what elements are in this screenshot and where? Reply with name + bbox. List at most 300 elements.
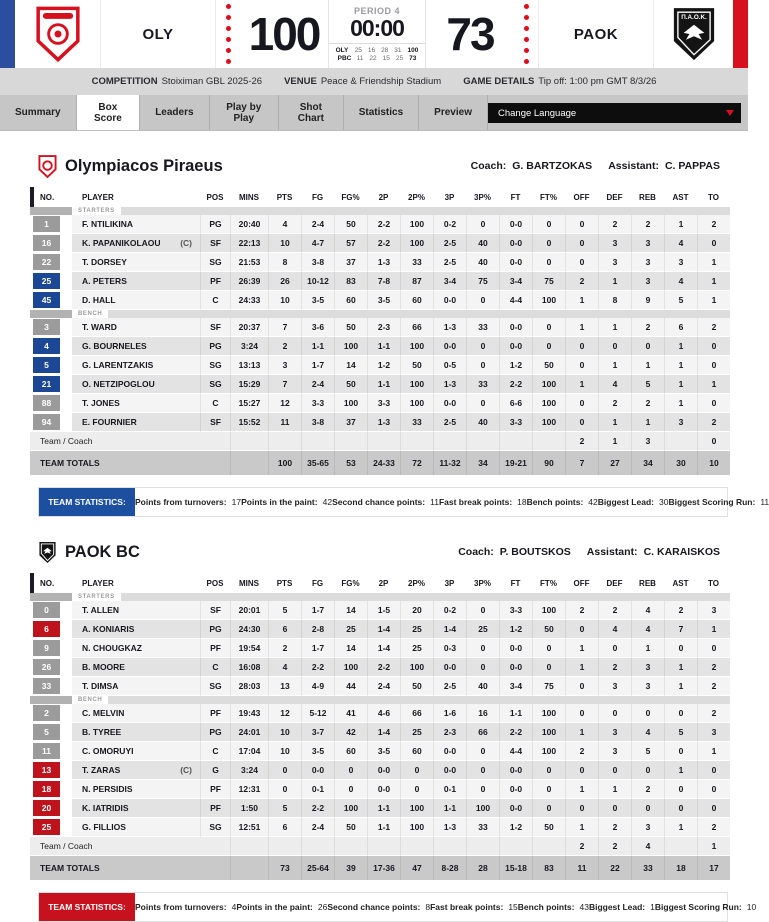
- stat-cell: PG: [200, 723, 230, 742]
- stat-cell: 25: [334, 620, 367, 639]
- home-team-section: [0, 153, 769, 517]
- player-number: 1: [33, 216, 60, 232]
- player-row: [30, 337, 730, 356]
- stat-cell: 0: [697, 356, 730, 375]
- home-team-header: [38, 153, 730, 179]
- away-assistant-name: C. KARAISKOS: [643, 546, 720, 558]
- stat-cell: [664, 432, 697, 451]
- paok-small-logo-icon: [38, 541, 57, 564]
- player-number: 45: [33, 292, 60, 308]
- stat-cell: 1-4: [367, 723, 400, 742]
- game-info-item: [284, 76, 441, 87]
- column-header: 3P%: [474, 192, 491, 202]
- home-team-statistics: [135, 497, 769, 507]
- stat-cell: 0: [697, 799, 730, 818]
- stat-cell: 3-3: [301, 394, 334, 413]
- stat-cell: 3-8: [301, 253, 334, 272]
- total-cell: 34: [466, 451, 499, 475]
- stat-cell: 75: [466, 272, 499, 291]
- stat-cell: 2-3: [433, 723, 466, 742]
- stat-cell: 1: [697, 742, 730, 761]
- stat-cell: 1: [697, 620, 730, 639]
- stat-cell: 20:40: [230, 215, 268, 234]
- column-header: MINS: [239, 192, 259, 202]
- stat-cell: 0: [565, 215, 598, 234]
- stat-cell: 2-2: [367, 234, 400, 253]
- game-clock-box: [328, 0, 426, 68]
- column-header: OFF: [573, 192, 590, 202]
- stat-cell: 33: [466, 318, 499, 337]
- player-number: 4: [33, 338, 60, 354]
- tab[interactable]: Leaders: [140, 95, 209, 130]
- scoreboard: [0, 0, 748, 68]
- stat-cell: 0: [466, 601, 499, 620]
- stat-cell: 1: [697, 375, 730, 394]
- player-row: [30, 253, 730, 272]
- stat-cell: 0: [565, 677, 598, 696]
- game-info-value: Peace & Friendship Stadium: [320, 76, 442, 87]
- stat-cell: 42: [334, 723, 367, 742]
- column-header: POS: [206, 578, 224, 588]
- stat-cell: 28:03: [230, 677, 268, 696]
- stat-cell: 0: [565, 356, 598, 375]
- stat-cell: 0: [565, 761, 598, 780]
- stat-cell: 100: [532, 375, 565, 394]
- stat-cell: 0-0: [499, 761, 532, 780]
- stat-cell: 0: [334, 780, 367, 799]
- column-header: DEF: [606, 578, 623, 588]
- player-number-cell: [30, 799, 72, 818]
- stat-cell: 0: [565, 413, 598, 432]
- statistic-value: 42: [322, 497, 333, 507]
- stat-cell: 0-0: [433, 337, 466, 356]
- stat-cell: 2-5: [433, 253, 466, 272]
- total-cell: [230, 856, 268, 880]
- stat-cell: 1: [598, 318, 631, 337]
- statistic-value: 11: [430, 497, 439, 507]
- game-info-value: Tip off: 1:00 pm GMT 8/3/26: [538, 76, 657, 87]
- coach-label: Coach:: [470, 160, 507, 172]
- starters-divider: [30, 207, 730, 215]
- stat-cell: 0: [334, 761, 367, 780]
- stat-cell: [400, 837, 433, 856]
- stat-cell: 1: [697, 837, 730, 856]
- stat-cell: 40: [466, 234, 499, 253]
- assistant-label: Assistant:: [608, 160, 659, 172]
- total-cell: 35-65: [301, 451, 334, 475]
- stat-cell: 0: [697, 337, 730, 356]
- away-summary-body: [30, 837, 730, 880]
- stat-cell: 0: [532, 337, 565, 356]
- stat-cell: 2: [598, 601, 631, 620]
- player-number-cell: [30, 318, 72, 337]
- stat-cell: 100: [532, 394, 565, 413]
- player-number-cell: [30, 291, 72, 310]
- stat-cell: 0: [697, 780, 730, 799]
- stat-cell: 1: [697, 291, 730, 310]
- player-name-cell: [72, 337, 200, 356]
- stat-cell: 0-2: [433, 215, 466, 234]
- player-number: 21: [33, 376, 60, 392]
- home-score: 100: [248, 8, 320, 60]
- player-name-cell: [72, 318, 200, 337]
- column-header: 3P: [444, 192, 455, 202]
- stat-cell: 2: [565, 272, 598, 291]
- stat-cell: 2-2: [301, 799, 334, 818]
- stat-cell: 19:54: [230, 639, 268, 658]
- tab[interactable]: Play by Play: [210, 95, 279, 130]
- stat-cell: 2-3: [367, 318, 400, 337]
- period-label: PERIOD 4: [353, 6, 400, 16]
- stat-cell: 2-5: [433, 413, 466, 432]
- stat-cell: 1: [598, 356, 631, 375]
- home-starters-body: [30, 215, 730, 310]
- language-selector[interactable]: [488, 103, 741, 123]
- stat-cell: 15:29: [230, 375, 268, 394]
- stat-cell: 1: [565, 318, 598, 337]
- team-statistic: [332, 497, 439, 507]
- stat-cell: 3: [631, 272, 664, 291]
- player-name-cell: [72, 253, 200, 272]
- player-row: [30, 291, 730, 310]
- stat-cell: 3-3: [499, 601, 532, 620]
- stat-cell: 3-5: [301, 291, 334, 310]
- tab[interactable]: Summary: [0, 95, 77, 130]
- stat-cell: G: [200, 761, 230, 780]
- quarter-score-value: OLY: [335, 47, 349, 55]
- stat-cell: 19:43: [230, 704, 268, 723]
- stat-cell: 3: [631, 234, 664, 253]
- stat-cell: SG: [200, 356, 230, 375]
- stat-cell: 2: [631, 780, 664, 799]
- total-cell: 72: [400, 451, 433, 475]
- stat-cell: 3-3: [367, 394, 400, 413]
- stat-cell: SF: [200, 234, 230, 253]
- quarter-score-value: 25: [395, 55, 404, 63]
- stat-cell: 24:33: [230, 291, 268, 310]
- player-name: C. MELVIN: [82, 708, 125, 718]
- stat-cell: 3: [631, 432, 664, 451]
- stat-cell: 4: [664, 272, 697, 291]
- away-starters-body: [30, 601, 730, 696]
- stat-cell: 0: [598, 799, 631, 818]
- column-header: PLAYER: [82, 192, 114, 202]
- away-team-statistics-bar: [38, 892, 757, 922]
- away-box-score-table: [30, 573, 730, 880]
- stat-cell: 3: [598, 234, 631, 253]
- tab[interactable]: Box Score: [77, 95, 141, 130]
- stat-cell: 5: [664, 723, 697, 742]
- team-statistic: [135, 497, 241, 507]
- stat-cell: 0: [466, 639, 499, 658]
- bench-divider: [30, 696, 730, 704]
- tabs: [0, 95, 488, 130]
- stat-cell: 0: [532, 639, 565, 658]
- stat-cell: 1-7: [301, 356, 334, 375]
- column-header: MINS: [239, 578, 259, 588]
- stat-cell: 25: [400, 723, 433, 742]
- total-cell: 73: [268, 856, 301, 880]
- stat-cell: 3: [664, 413, 697, 432]
- stat-cell: 2: [565, 432, 598, 451]
- stat-cell: 1: [664, 394, 697, 413]
- stat-cell: 2: [598, 837, 631, 856]
- stat-cell: 4: [631, 620, 664, 639]
- column-header: FG: [311, 192, 324, 202]
- stat-cell: 0-0: [367, 761, 400, 780]
- stat-cell: 7-8: [367, 272, 400, 291]
- player-number: 20: [33, 800, 60, 816]
- stat-cell: 2-2: [499, 723, 532, 742]
- player-number: 13: [33, 762, 60, 778]
- stat-cell: 1: [565, 658, 598, 677]
- team-coach-label: Team / Coach: [30, 837, 200, 856]
- stat-cell: 0: [466, 658, 499, 677]
- home-box-score-table: [30, 187, 730, 475]
- player-number-cell: [30, 413, 72, 432]
- stat-cell: 4-9: [301, 677, 334, 696]
- bench-label: BENCH: [78, 311, 103, 317]
- player-number-cell: [30, 356, 72, 375]
- player-name: F. NTILIKINA: [82, 219, 133, 229]
- player-number-cell: [30, 375, 72, 394]
- stat-cell: 0: [532, 234, 565, 253]
- game-info-bar: [0, 68, 748, 95]
- stat-cell: 0-0: [499, 799, 532, 818]
- statistic-label: Points from turnovers:: [135, 902, 227, 912]
- home-foul-dots: [216, 0, 240, 68]
- statistic-label: Biggest Lead:: [597, 497, 654, 507]
- statistic-value: 8: [425, 902, 431, 912]
- stat-cell: 100: [400, 337, 433, 356]
- quarter-score-value: 28: [381, 47, 389, 55]
- player-name-cell: [72, 620, 200, 639]
- player-row: [30, 234, 730, 253]
- stat-cell: 0: [664, 639, 697, 658]
- stat-cell: SF: [200, 601, 230, 620]
- stat-cell: 33: [400, 413, 433, 432]
- stat-cell: [301, 837, 334, 856]
- game-clock: 00:00: [350, 15, 404, 41]
- captain-marker: (C): [180, 765, 192, 775]
- column-header: REB: [639, 192, 656, 202]
- stat-cell: 0-0: [433, 761, 466, 780]
- stat-cell: 2: [697, 704, 730, 723]
- team-statistic: [439, 497, 527, 507]
- olympiacos-logo-icon: [33, 6, 83, 62]
- stat-cell: 41: [334, 704, 367, 723]
- stat-cell: 1: [664, 337, 697, 356]
- tab-bar: [0, 95, 748, 131]
- team-statistic: [589, 902, 655, 912]
- stat-cell: 3:24: [230, 337, 268, 356]
- stat-cell: 0: [400, 780, 433, 799]
- stat-cell: 0: [466, 394, 499, 413]
- stat-cell: 2-4: [301, 215, 334, 234]
- stat-cell: 4: [268, 658, 301, 677]
- stat-cell: 100: [532, 742, 565, 761]
- player-number: 9: [33, 640, 60, 656]
- stat-cell: 0: [466, 215, 499, 234]
- tab[interactable]: Statistics: [344, 95, 419, 130]
- stat-cell: 4: [268, 215, 301, 234]
- table-header-row: [30, 187, 730, 207]
- statistic-label: Bench points:: [517, 902, 575, 912]
- stat-cell: 4-6: [367, 704, 400, 723]
- total-cell: 17-36: [367, 856, 400, 880]
- stat-cell: 1: [631, 356, 664, 375]
- stat-cell: 26: [268, 272, 301, 291]
- player-name: G. FILLIOS: [82, 822, 126, 832]
- column-header: PTS: [276, 578, 293, 588]
- home-coach-name: G. BARTZOKAS: [512, 160, 593, 172]
- stat-cell: 66: [400, 318, 433, 337]
- stat-cell: 0-0: [499, 318, 532, 337]
- player-name: C. OMORUYI: [82, 746, 134, 756]
- stat-cell: 50: [400, 356, 433, 375]
- player-number-cell: [30, 639, 72, 658]
- stat-cell: 5: [631, 742, 664, 761]
- stat-cell: 0: [664, 799, 697, 818]
- stat-cell: PG: [200, 337, 230, 356]
- stat-cell: 12: [268, 704, 301, 723]
- stat-cell: 0: [697, 394, 730, 413]
- game-info-label: VENUE: [284, 76, 317, 87]
- player-name: K. IATRIDIS: [82, 803, 129, 813]
- player-name: B. TYREE: [82, 727, 122, 737]
- stat-cell: 37: [334, 253, 367, 272]
- stat-cell: 6: [664, 318, 697, 337]
- tab[interactable]: Preview: [419, 95, 488, 130]
- stat-cell: 100: [532, 723, 565, 742]
- stat-cell: 24:30: [230, 620, 268, 639]
- stat-cell: 0-0: [433, 394, 466, 413]
- stat-cell: 0: [268, 780, 301, 799]
- player-number: 3: [33, 319, 60, 335]
- stat-cell: 0-0: [367, 780, 400, 799]
- player-name-cell: [72, 761, 200, 780]
- team-statistic: [241, 497, 332, 507]
- stat-cell: 2-5: [433, 677, 466, 696]
- stat-cell: 2-8: [301, 620, 334, 639]
- team-statistic: [236, 902, 327, 912]
- stat-cell: 100: [334, 337, 367, 356]
- stat-cell: 0: [565, 394, 598, 413]
- stat-cell: 2: [697, 413, 730, 432]
- player-number: 88: [33, 395, 60, 411]
- stat-cell: 1-4: [367, 639, 400, 658]
- stat-cell: 0: [532, 658, 565, 677]
- stat-cell: 2-2: [301, 658, 334, 677]
- stat-cell: 2: [565, 837, 598, 856]
- stat-cell: 8: [598, 291, 631, 310]
- total-cell: 53: [334, 451, 367, 475]
- away-team-header: [38, 539, 730, 565]
- stat-cell: [200, 837, 230, 856]
- stat-cell: 0: [631, 799, 664, 818]
- game-info-item: [463, 76, 656, 87]
- stat-cell: [200, 432, 230, 451]
- player-number-cell: [30, 215, 72, 234]
- player-name-cell: [72, 742, 200, 761]
- statistic-value: 15: [508, 902, 518, 912]
- quarter-score-row: [329, 55, 425, 63]
- stat-cell: C: [200, 742, 230, 761]
- table-header-row: [30, 573, 730, 593]
- team-coach-row: [30, 837, 730, 856]
- stat-cell: 8: [268, 253, 301, 272]
- stat-cell: 4-4: [499, 742, 532, 761]
- team-coach-label: Team / Coach: [30, 432, 200, 451]
- statistic-label: Second chance points:: [327, 902, 421, 912]
- quarter-scores: [329, 43, 425, 63]
- player-name: G. BOURNELES: [82, 341, 147, 351]
- stat-cell: 2: [697, 677, 730, 696]
- column-header: PTS: [276, 192, 293, 202]
- stat-cell: [301, 432, 334, 451]
- stat-cell: 3-5: [367, 742, 400, 761]
- stat-cell: PF: [200, 272, 230, 291]
- stat-cell: 2-2: [367, 658, 400, 677]
- player-number-cell: [30, 761, 72, 780]
- stat-cell: 1-4: [433, 620, 466, 639]
- stat-cell: 4: [631, 601, 664, 620]
- stat-cell: 100: [400, 799, 433, 818]
- stat-cell: 2: [697, 318, 730, 337]
- statistic-value: 18: [517, 497, 527, 507]
- stat-cell: 1-2: [367, 356, 400, 375]
- player-number-cell: [30, 658, 72, 677]
- column-header: FG%: [341, 578, 360, 588]
- stat-cell: 100: [334, 799, 367, 818]
- total-cell: 24-33: [367, 451, 400, 475]
- player-name-cell: [72, 394, 200, 413]
- stat-cell: 100: [532, 291, 565, 310]
- stat-cell: 100: [400, 234, 433, 253]
- tab[interactable]: Shot Chart: [279, 95, 344, 130]
- stat-cell: 1: [565, 780, 598, 799]
- statistic-value: 43: [579, 902, 589, 912]
- stat-cell: 2: [598, 818, 631, 837]
- stat-cell: 0: [466, 742, 499, 761]
- stat-cell: 60: [334, 291, 367, 310]
- stat-cell: C: [200, 394, 230, 413]
- stat-cell: 11: [268, 413, 301, 432]
- stat-cell: 5: [268, 601, 301, 620]
- stat-cell: 2-2: [499, 375, 532, 394]
- player-number-cell: [30, 704, 72, 723]
- statistic-label: Points in the paint:: [241, 497, 318, 507]
- stat-cell: 1-1: [367, 337, 400, 356]
- statistic-value: 26: [317, 902, 328, 912]
- stat-cell: [334, 837, 367, 856]
- column-header: NO.: [30, 573, 72, 593]
- statistic-value: 17: [231, 497, 242, 507]
- stat-cell: 100: [400, 215, 433, 234]
- table-header: [30, 187, 730, 207]
- stat-cell: 1-7: [301, 639, 334, 658]
- stat-cell: 20: [400, 601, 433, 620]
- column-header: DEF: [606, 192, 623, 202]
- player-row: [30, 639, 730, 658]
- stat-cell: 3-4: [433, 272, 466, 291]
- stat-cell: 0-2: [433, 601, 466, 620]
- stat-cell: 50: [334, 318, 367, 337]
- stat-cell: 5-12: [301, 704, 334, 723]
- player-row: [30, 394, 730, 413]
- column-header: FT: [510, 578, 521, 588]
- stat-cell: 3: [631, 253, 664, 272]
